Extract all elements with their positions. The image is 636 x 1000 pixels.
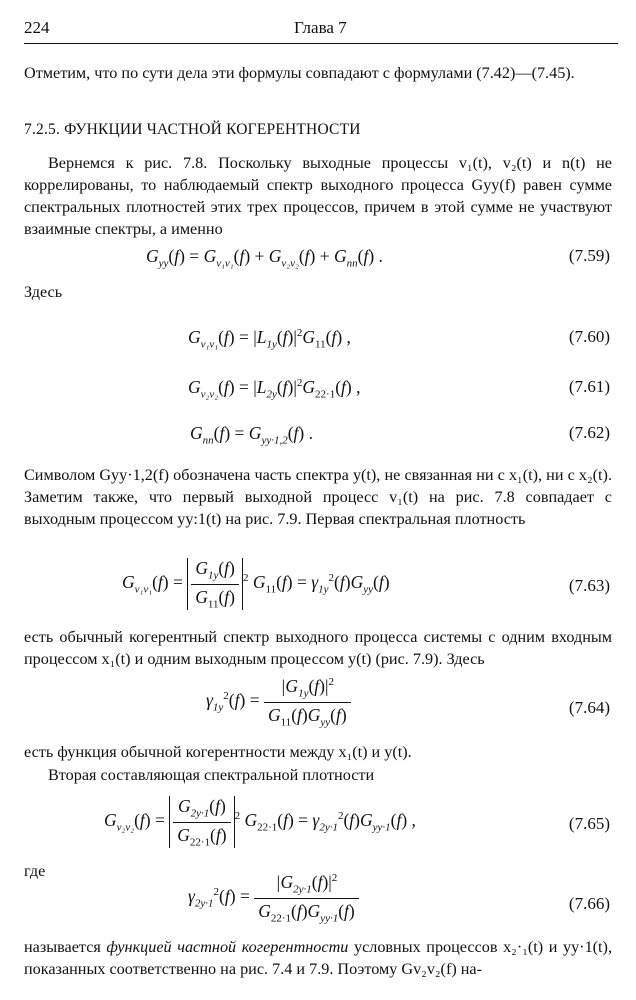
page-number: 224 <box>24 18 50 37</box>
header-rule <box>24 43 618 44</box>
formula-7-65: $G_{v_2v_2}(f)$ = $\frac{G_{2y\cdot 1}(f)}{G_{22\cdot 1}(f)}$ $^2$ $G_{22\cdot 1}(f) = \gamma_{2y\cdot 1}^2(f)G_{yy\cdot 1}(f)$ , <box>104 796 416 848</box>
label-gde: где <box>24 862 46 880</box>
equation-number: (7.66) <box>568 894 610 913</box>
equation-number: (7.64) <box>568 698 610 717</box>
formula-7-64: $\gamma_{1y}^2(f)$ = $\frac{|G_{1y}(f)|^2}{G_{11}(f)G_{yy}(f)}$ <box>206 676 351 728</box>
formula-7-62: $G_{nn}(f) = G_{yy\cdot 1,2}(f)$ . <box>190 423 313 447</box>
equation-number: (7.59) <box>568 246 610 265</box>
page-header <box>24 18 616 42</box>
equation-number: (7.65) <box>568 814 610 833</box>
label-zdes: Здесь <box>24 283 63 301</box>
paragraph-coherent-spectrum: есть обычный когерентный спектр выходного процесса системы с одним входным процессом x₁(t) и одним выходным процессом y(t) (рис. 7.9). Здесь <box>24 628 612 668</box>
formula-7-60: $G_{v_1v_1}(f) = |L_{1y}(f)|^2G_{11}(f)$ , <box>188 327 351 351</box>
text-run: называется <box>24 938 101 956</box>
formula-7-59: $G_{yy}(f) = G_{v_1v_1}(f) + G_{v_2v_2}(f) + G_{nn}(f)$ . <box>146 246 383 270</box>
paragraph-intro: Отметим, что по сути дела эти формулы совпадают с формулами (7.42)—(7.45). <box>24 64 575 82</box>
equation-number: (7.63) <box>568 576 610 595</box>
chapter-title: Глава 7 <box>294 18 347 37</box>
term-partial-coherence: функцией частной когерентности <box>106 938 349 956</box>
equation-number: (7.61) <box>568 377 610 396</box>
paragraph-second-component: Вторая составляющая спектральной плотности <box>48 766 375 784</box>
text-run: условных процессов x₂·₁(t) и yy·1(t), показанных соответственно на рис. 7.4 и 7.9. Поэтому Gv₂v₂(f) на- <box>24 938 612 978</box>
formula-7-63: $G_{v_1v_1}(f)$ = $\frac{G_{1y}(f)}{G_{11}(f)}$ $^2$ $G_{11}(f) = \gamma_{1y}^2(f)G_{yy}(f)$ <box>122 558 390 610</box>
formula-7-61: $G_{v_2v_2}(f) = |L_{2y}(f)|^2G_{22\cdot 1}(f)$ , <box>188 377 361 401</box>
section-heading: 7.2.5. ФУНКЦИИ ЧАСТНОЙ КОГЕРЕНТНОСТИ <box>24 121 361 138</box>
paragraph-partial-coherence <box>24 936 612 980</box>
formula-7-66: $\gamma_{2y\cdot 1}^2(f)$ = $\frac{|G_{2y\cdot 1}(f)|^2}{G_{22\cdot 1}(f)G_{yy\cdot 1}(f)}$ <box>188 872 359 924</box>
paragraph-symbol: Символом Gyy·1,2(f) обозначена часть спектра y(t), не связанная ни с x₁(t), ни с x₂(t). Заметим также, что первый выходной процесс v₁(t) на рис. 7.8 совпадает с выходным процессом yy:1(t) на рис. 7.9. Первая спектральная плотность <box>24 466 612 528</box>
equation-number: (7.60) <box>568 327 610 346</box>
paragraph-ordinary-coherence: есть функция обычной когерентности между x₁(t) и y(t). <box>24 743 412 761</box>
equation-number: (7.62) <box>568 423 610 442</box>
paragraph-return: Вернемся к рис. 7.8. Поскольку выходные процессы v₁(t), v₂(t) и n(t) не коррелированы, то наблюдаемый спектр выходного процесса Gyy(f) равен сумме спектральных плотностей этих трех процессов, причем в этой сумме не участвуют взаимные спектры, а именно <box>24 154 612 238</box>
